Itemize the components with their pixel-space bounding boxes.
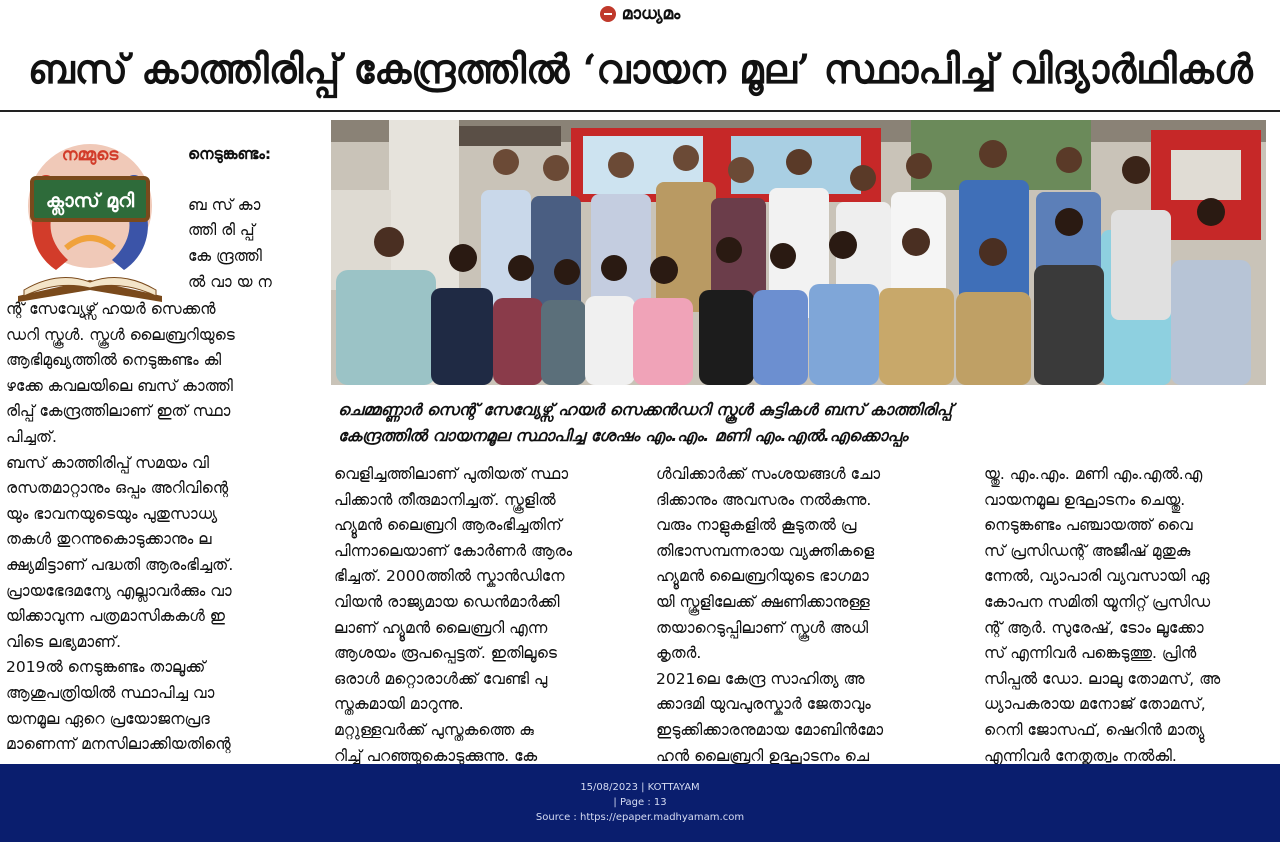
footer-date-edition: 15/08/2023 | KOTTAYAM <box>580 782 700 793</box>
article-column-1: ന്റ് സേവ്യേഴ്സ് ഹയർ സെക്കൻ ഡറി സ്കൂൾ. സ്കൂൾ ലൈബ്രറിയുടെ ആഭിമുഖ്യത്തിൽ നെടുങ്കണ്ടം കി ഴക്കേ കവലയിലെ ബസ് കാത്തി രിപ്പ് കേന്ദ്രത്തിലാണ് ഇത് സ്ഥാ പിച്ചത്. ബസ് കാത്തിരിപ്പ് സമയം വി രസതമാറ്റാനും ഒപ്പം അറിവിന്റെ യും ഭാവനയുടെയും പുതുസാധ്യ തകൾ തുറന്നുകൊടുക്കാനും ല ക്ഷ്യമിട്ടാണ് പദ്ധതി ആരംഭിച്ചത്. പ്രായഭേദമന്യേ എല്ലാവർക്കും വാ യിക്കാവുന്ന പത്രമാസികകൾ ഇ വിടെ ലഭ്യമാണ്. 2019ൽ നെടുങ്കണ്ടം താലൂക്ക് ആശുപത്രിയിൽ സ്ഥാപിച്ച വാ യനമൂല ഏറെ പ്രയോജനപ്രദ മാണെന്ന് മനസിലാക്കിയതിന്റെ <box>6 300 235 754</box>
article-intro-text: ബ സ് കാ ത്തി രി പ്പ് കേ ന്ദ്രത്തി ൽ വാ യ ന <box>188 195 272 291</box>
series-logo <box>6 120 174 306</box>
article-column-3: ൾവിക്കാർക്ക് സംശയങ്ങൾ ചോ ദിക്കാനും അവസരം നൽകുന്നു. വരും നാളുകളിൽ കൂടുതൽ പ്ര തിഭാസമ്പന്നരായ വ്യക്തികളെ ഹ്യൂമൻ ലൈബ്രറിയുടെ ഭാഗമാ യി സ്കൂളിലേക്ക് ക്ഷണിക്കാനുള്ള തയാറെടുപ്പിലാണ് സ്കൂൾ അധി കൃതർ. 2021ലെ കേന്ദ്ര സാഹിത്യ അ ക്കാദമി യുവപുരസ്കാർ ജേതാവും ഇടുക്കിക്കാരനുമായ മോബിൻമോ ഹൻ ലൈബ്രറി ഉദ്ഘാടനം ചെ <box>656 465 884 764</box>
footer-page: | Page : 13 <box>613 797 667 808</box>
headline <box>0 30 1280 108</box>
article-column-2: വെളിച്ചത്തിലാണ് പുതിയത് സ്ഥാ പിക്കാൻ തീരുമാനിച്ചത്. സ്കൂളിൽ ഹ്യൂമൻ ലൈബ്രറി ആരംഭിച്ചതിന് പിന്നാലെയാണ് കോർണർ ആരം ഭിച്ചത്. 2000ത്തിൽ സ്കാൻഡിനേ വിയൻ രാജ്യമായ ഡെൻമാർക്കി ലാണ് ഹ്യൂമൻ ലൈബ്രറി എന്ന ആശയം രൂപപ്പെട്ടത്. ഇതിലൂടെ ഒരാൾ മറ്റൊരാൾക്ക് വേണ്ടി പു സ്തകമായി മാറുന്നു. മറ്റുള്ളവർക്ക് പുസ്തകത്തെ കു റിച്ച് പറഞ്ഞുകൊടുക്കുന്നു. കേ <box>334 465 573 764</box>
footer-source-link[interactable]: Source : https://epaper.madhyamam.com <box>535 812 745 823</box>
headline-rule <box>0 110 1280 112</box>
article-intro <box>188 116 308 298</box>
group-photo <box>331 120 1266 385</box>
logo-board-text: ക്ലാസ് മുറി <box>45 190 135 212</box>
photo-caption: ചെമ്മണ്ണാർ സെന്റ് സേവ്യേഴ്സ് ഹയർ സെക്കൻഡറി സ്കൂൾ കുട്ടികൾ ബസ് കാത്തിരിപ്പ് കേന്ദ്രത്തിൽ വായനമൂല സ്ഥാപിച്ച ശേഷം എം.എം. മണി എം.എൽ.എക്കൊപ്പം <box>338 400 952 445</box>
masthead <box>0 0 1280 28</box>
article-dateline: നെടുങ്കണ്ടം: <box>188 144 272 163</box>
madhyamam-logo-icon <box>600 6 616 22</box>
article-column-4: യ്തു. എം.എം. മണി എം.എൽ.എ വായനമൂല ഉദ്ഘാടനം ചെയ്തു. നെടുങ്കണ്ടം പഞ്ചായത്ത് വൈ സ് പ്രസിഡന്റ് അജീഷ് മുതുകു ന്നേൽ, വ്യാപാരി വ്യവസായി ഏ കോപന സമിതി യൂനിറ്റ് പ്രസിഡ ന്റ് ആർ. സുരേഷ്, ടോം ലൂക്കോ സ് എന്നിവർ പങ്കെടുത്തു. പ്രിൻ സിപ്പൽ ഡോ. ലാലു തോമസ്, അ ധ്യാപകരായ മനോജ് തോമസ്, റെനി ജോസഫ്, ഷെറിൻ മാത്യു എന്നിവർ നേതൃത്വം നൽകി. <box>984 465 1221 764</box>
masthead-name: മാധ്യമം <box>621 4 681 24</box>
headline-text: ബസ് കാത്തിരിപ്പ് കേന്ദ്രത്തിൽ ‘വായന മൂല’ സ്ഥാപിച്ച് വിദ്യാർഥികൾ <box>27 45 1253 93</box>
logo-arc-text: നമ്മുടെ <box>61 145 119 165</box>
epaper-footer <box>0 764 1280 842</box>
